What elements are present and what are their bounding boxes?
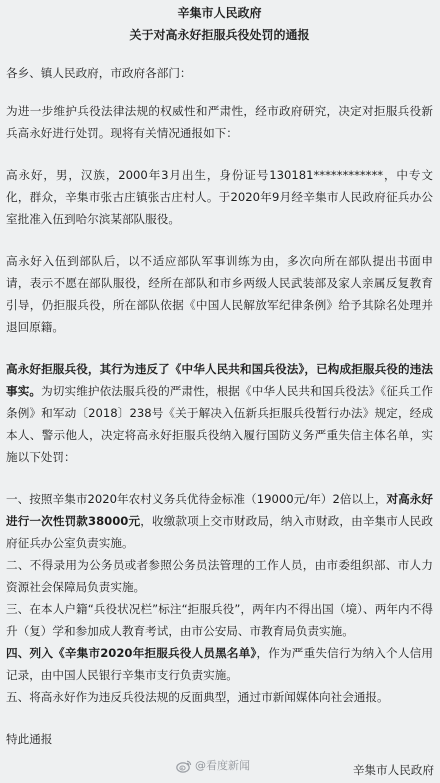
refusal-details-paragraph: 高永好入伍到部队后，以不适应部队军事训练为由，多次向所在部队提出书面申请，表示不愿在部队服役，经所在部队和市乡两级人民武装部及家人亲属反复教育引导，仍拒服兵役，所在部队依据《中国人民解放军纪律条例》给予其除名处理并退回原籍。	[6, 254, 433, 334]
closing-remark: 特此通报	[6, 732, 53, 746]
watermark-text: @看度新闻	[195, 759, 250, 772]
source-watermark	[176, 757, 250, 775]
blacklist-statement: 四、列入《辛集市2020年拒服兵役人员黑名单》	[6, 646, 257, 660]
penalty-basis: 为切实维护依法服兵役的严肃性，根据《中华人民共和国兵役法》《征兵工作条例》和军动〔2018〕238号《关于解决入伍新兵拒服兵役暂行办法》规定，经成本人、警示他人，决定将高永好拒服兵役纳入履行国防义务严重失信主体名单，实施以下处罚：	[6, 384, 433, 464]
penalty-item-3: 三、在本人户籍“兵役状况栏”标注“拒服兵役”，两年内不得出国（境）、两年内不得升（复）学和参加成人教育考试，由市公安局、市教育局负责实施。	[6, 602, 433, 638]
intro-paragraph: 为进一步维护兵役法律法规的权威性和严肃性，经市政府研究，决定对拒服兵役新兵高永好进行处罚。现将有关情况通报如下：	[6, 104, 433, 140]
legal-basis-paragraph	[6, 358, 433, 468]
footer-row	[0, 756, 440, 780]
penalty-item-4: 四、列入《辛集市2020年拒服兵役人员黑名单》，作为严重失信行为纳入个人信用记录，由中国人民银行辛集市支行负责实施。	[6, 646, 433, 682]
penalty-item-2: 二、不得录用为公务员或者参照公务员法管理的工作人员，由市委组织部、市人力资源社会保障局负责实施。	[6, 558, 433, 594]
personal-info-paragraph: 高永好，男，汉族，2000年3月出生，身份证号130181************，中专文化，群众，辛集市张古庄镇张古庄村人。于2020年9月经辛集市人民政府征兵办公室批准入伍到哈尔滨某部队服役。	[6, 168, 433, 226]
signer: 辛集市人民政府	[352, 763, 434, 777]
penalty-item-1: 一、按照辛集市2020年农村义务兵优待金标准（19000元/年）2倍以上，对高永好进行一次性罚款38000元，收缴款项上交市财政局，纳入市财政，由辛集市人民政府征兵办公室负责实施。	[6, 492, 433, 550]
issuer-title: 辛集市人民政府	[177, 6, 262, 20]
weibo-icon	[176, 759, 192, 773]
notice-subject: 关于对高永好拒服兵役处罚的通报	[129, 28, 310, 42]
salutation: 各乡、镇人民政府，市政府各部门：	[6, 66, 192, 80]
penalty-item-5: 五、将高永好作为违反兵役法规的反面典型，通过市新闻媒体向社会通报。	[6, 690, 389, 704]
fine-amount: 对高永好进行一次性罚款38000元	[6, 492, 433, 528]
violation-statement: 高永好拒服兵役，其行为违反了《中华人民共和国兵役法》，已构成拒服兵役的违法事实。	[6, 362, 433, 398]
